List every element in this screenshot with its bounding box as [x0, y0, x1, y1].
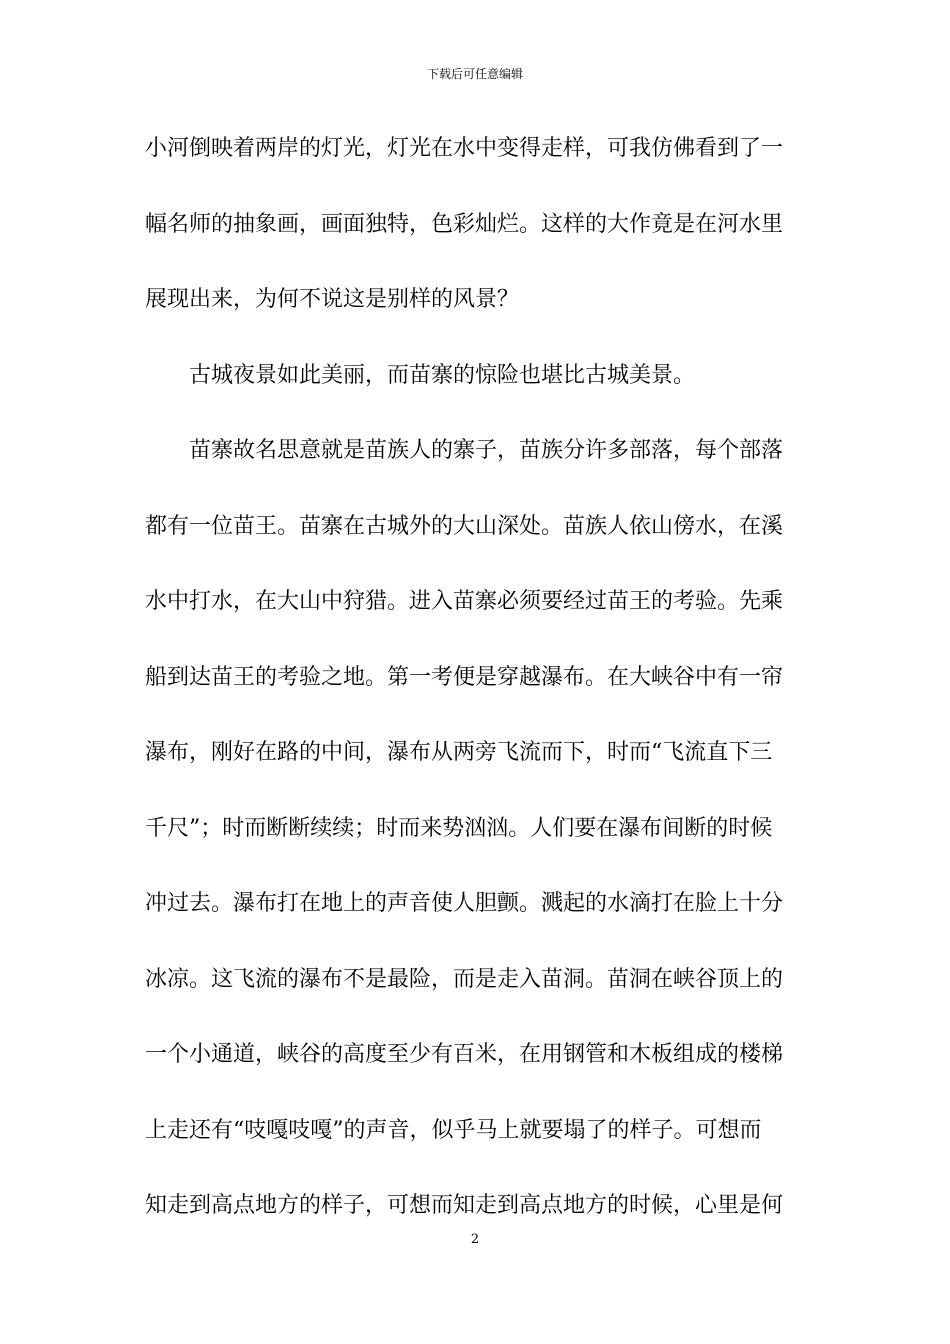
page-number: 2: [470, 1232, 480, 1247]
text-line: 古城夜景如此美丽，而苗寨的惊险也堪比古城美景。: [189, 362, 696, 388]
text-line: 水中打水，在大山中狩猎。进入苗寨必须要经过苗王的考验。先乘: [145, 589, 784, 614]
text-line: 冲过去。瀑布打在地上的声音使人胆颤。溅起的水滴打在脸上十分: [145, 891, 784, 916]
text-line: 展现出来，为何不说这是别样的风景？: [145, 287, 520, 312]
text-line: 千尺”；时而断断续续；时而来势汹汹。人们要在瀑布间断的时候: [145, 815, 773, 841]
text-line: 幅名师的抽象画，画面独特，色彩灿烂。这样的大作竟是在河水里: [145, 211, 784, 237]
text-line: 一个小通道，峡谷的高度至少有百米，在用钢管和木板组成的楼梯: [145, 1042, 784, 1067]
body-text: [145, 127, 807, 1260]
text-line: 都有一位苗王。苗寨在古城外的大山深处。苗族人依山傍水，在溪: [145, 513, 784, 539]
text-line: 瀑布，刚好在路的中间，瀑布从两旁飞流而下，时而“飞流直下三: [145, 740, 773, 765]
text-line: 船到达苗王的考验之地。第一考便是穿越瀑布。在大峡谷中有一帘: [145, 664, 784, 690]
text-line: 知走到高点地方的样子，可想而知走到高点地方的时候，心里是何: [145, 1193, 784, 1218]
page-header: 下载后可任意编辑: [426, 67, 523, 81]
text-line: 小河倒映着两岸的灯光，灯光在水中变得走样，可我仿佛看到了一: [145, 136, 784, 161]
text-line: 上走还有“吱嘎吱嘎”的声音，似乎马上就要塌了的样子。可想而: [145, 1117, 762, 1143]
text-line: 苗寨故名思意就是苗族人的寨子，苗族分许多部落，每个部落: [189, 438, 784, 463]
text-line: 冰凉。这飞流的瀑布不是最险，而是走入苗洞。苗洞在峡谷顶上的: [145, 966, 784, 992]
